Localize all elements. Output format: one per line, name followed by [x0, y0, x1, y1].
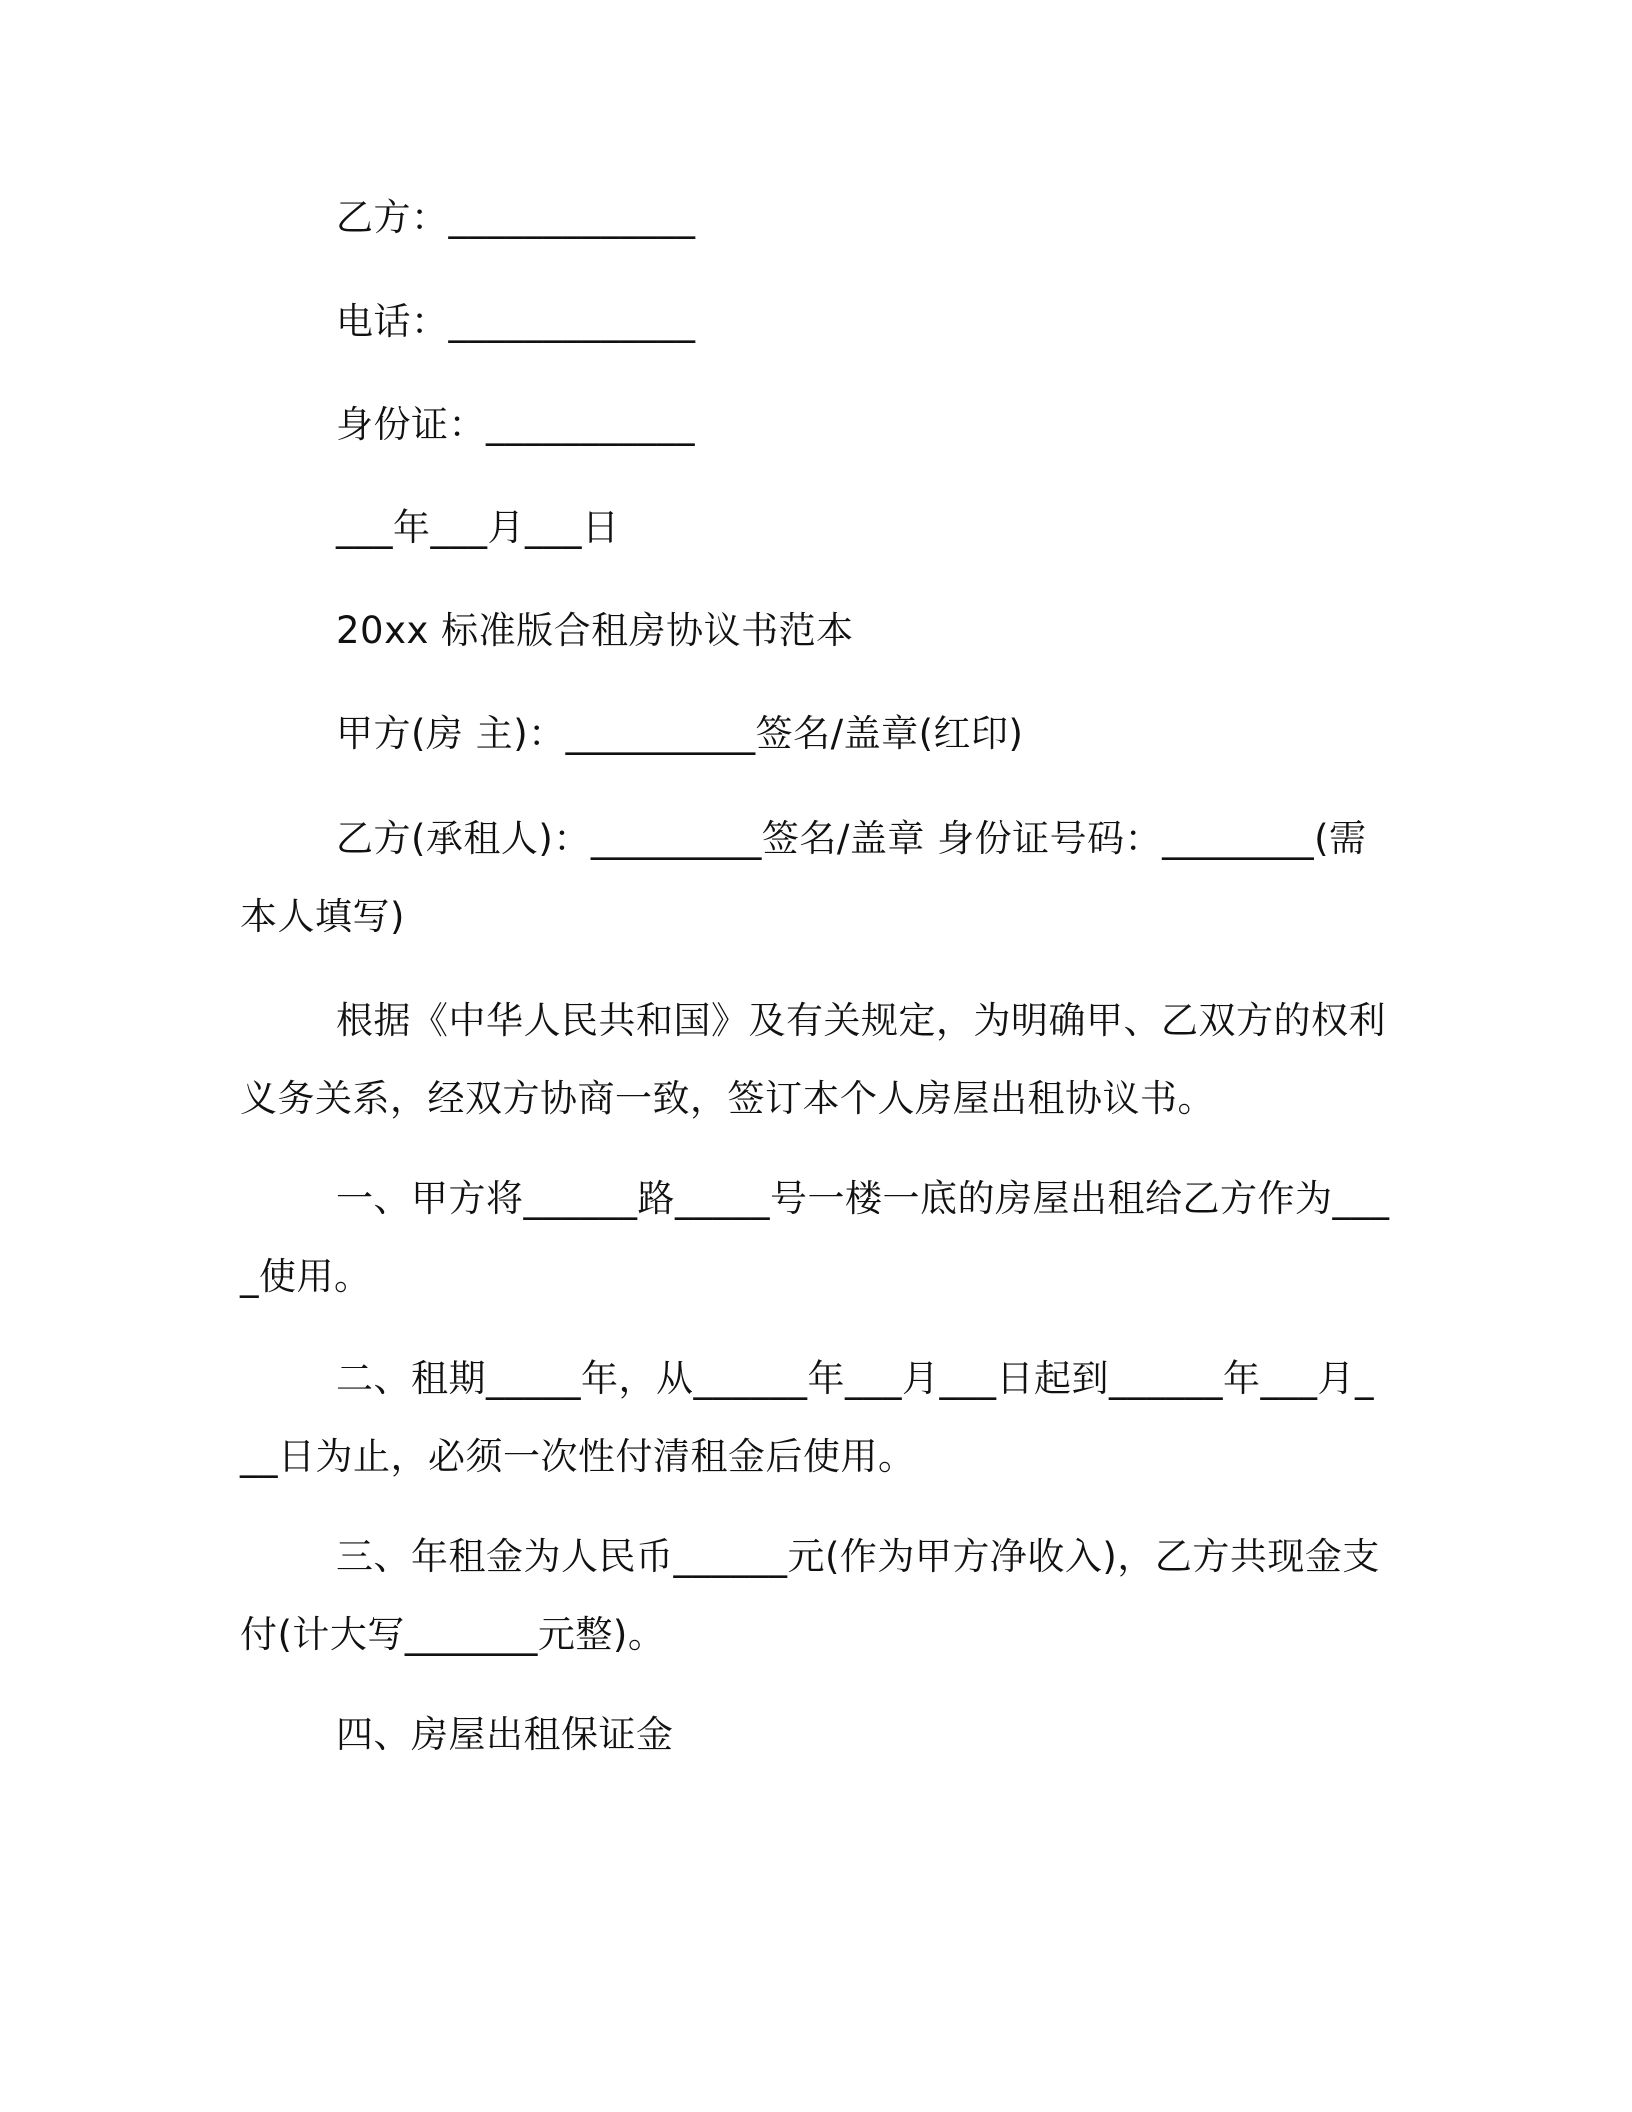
clause-4-heading: 四、房屋出租保证金	[336, 1713, 674, 1756]
clause-3-paragraph: 三、年租金为人民币______元(作为甲方净收入)，乙方共现金支付(计大写_______元整)。	[240, 1535, 1380, 1656]
party-b-line: 乙方：_____________	[336, 196, 696, 239]
clause-1-paragraph: 一、甲方将______路_____号一楼一底的房屋出租给乙方作为____使用。	[240, 1177, 1390, 1298]
clause-2-paragraph: 二、租期_____年，从______年___月___日起到______年___月___日为止，必须一次性付清租金后使用。	[240, 1357, 1374, 1478]
preamble-paragraph: 根据《中华人民共和国》及有关规定，为明确甲、乙双方的权利义务关系，经双方协商一致，签订本个人房屋出租协议书。	[240, 999, 1386, 1120]
tenant-signature-paragraph: 乙方(承租人)：_________签名/盖章 身份证号码：________(需本人填写)	[240, 817, 1367, 938]
landlord-signature-line: 甲方(房 主)：__________签名/盖章(红印)	[336, 712, 1024, 755]
date-line: ___年___月___日	[336, 506, 620, 549]
document-title: 20xx 标准版合租房协议书范本	[336, 609, 854, 652]
phone-line: 电话：_____________	[336, 300, 696, 343]
id-card-line: 身份证：___________	[336, 403, 695, 446]
